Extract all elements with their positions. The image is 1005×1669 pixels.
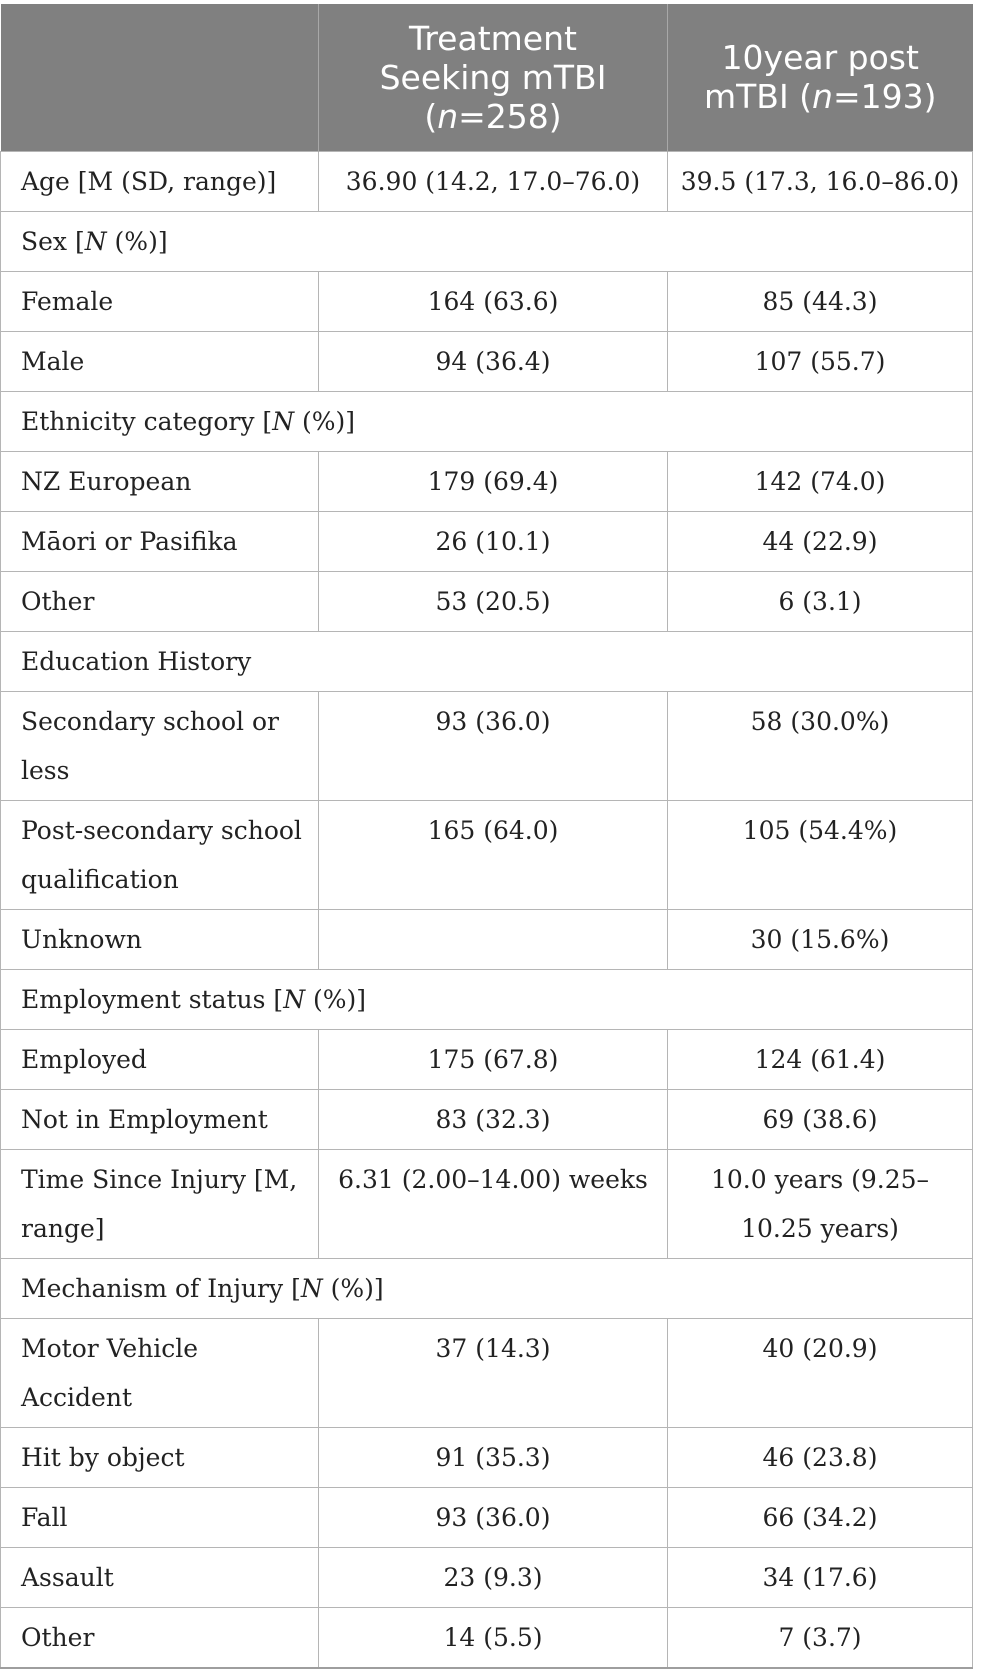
- row-label: Motor Vehicle Accident: [1, 1318, 319, 1427]
- row-label: Employed: [1, 1029, 319, 1089]
- row-value-treatment: 91 (35.3): [319, 1427, 668, 1487]
- row-value-treatment: 93 (36.0): [319, 691, 668, 800]
- table-body: [1, 151, 973, 1668]
- table-row: [1, 1547, 973, 1607]
- table-row: [1, 571, 973, 631]
- row-label: Māori or Pasifika: [1, 511, 319, 571]
- demographics-table: [0, 4, 973, 1669]
- row-value-treatment: 36.90 (14.2, 17.0–76.0): [319, 151, 668, 211]
- row-label: Male: [1, 331, 319, 391]
- table-row: [1, 1089, 973, 1149]
- row-value-ten-year: 124 (61.4): [668, 1029, 973, 1089]
- row-value-ten-year: 10.0 years (9.25– 10.25 years): [668, 1149, 973, 1258]
- row-label: Female: [1, 271, 319, 331]
- row-value-ten-year: 6 (3.1): [668, 571, 973, 631]
- section-label: Sex [N (%)]: [1, 211, 973, 271]
- table-row: [1, 800, 973, 909]
- row-label: Assault: [1, 1547, 319, 1607]
- row-label: Fall: [1, 1487, 319, 1547]
- row-label: Not in Employment: [1, 1089, 319, 1149]
- table-row: [1, 691, 973, 800]
- section-row: [1, 391, 973, 451]
- row-value-treatment: 6.31 (2.00–14.00) weeks: [319, 1149, 668, 1258]
- table-row: [1, 331, 973, 391]
- row-value-ten-year: 85 (44.3): [668, 271, 973, 331]
- table-row: [1, 1607, 973, 1668]
- row-value-ten-year: 107 (55.7): [668, 331, 973, 391]
- table-row: [1, 1487, 973, 1547]
- row-label: Post-secondary school qualification: [1, 800, 319, 909]
- table-row: [1, 909, 973, 969]
- row-value-treatment: 179 (69.4): [319, 451, 668, 511]
- section-row: [1, 631, 973, 691]
- row-value-treatment: 175 (67.8): [319, 1029, 668, 1089]
- row-value-treatment: 83 (32.3): [319, 1089, 668, 1149]
- row-value-ten-year: 142 (74.0): [668, 451, 973, 511]
- row-value-ten-year: 58 (30.0%): [668, 691, 973, 800]
- table-row: [1, 1318, 973, 1427]
- row-label: Unknown: [1, 909, 319, 969]
- row-value-ten-year: 34 (17.6): [668, 1547, 973, 1607]
- row-label: Other: [1, 571, 319, 631]
- row-value-ten-year: 105 (54.4%): [668, 800, 973, 909]
- section-label: Employment status [N (%)]: [1, 969, 973, 1029]
- section-label: Education History: [1, 631, 973, 691]
- row-value-treatment: 164 (63.6): [319, 271, 668, 331]
- row-value-treatment: 94 (36.4): [319, 331, 668, 391]
- section-row: [1, 969, 973, 1029]
- row-value-treatment: 93 (36.0): [319, 1487, 668, 1547]
- table-header: [1, 4, 973, 151]
- row-value-treatment: [319, 909, 668, 969]
- row-value-ten-year: 44 (22.9): [668, 511, 973, 571]
- section-label: Ethnicity category [N (%)]: [1, 391, 973, 451]
- table-row: [1, 511, 973, 571]
- row-value-ten-year: 40 (20.9): [668, 1318, 973, 1427]
- row-value-treatment: 53 (20.5): [319, 571, 668, 631]
- row-value-treatment: 23 (9.3): [319, 1547, 668, 1607]
- row-label: Age [M (SD, range)]: [1, 151, 319, 211]
- row-value-treatment: 14 (5.5): [319, 1607, 668, 1668]
- row-value-ten-year: 30 (15.6%): [668, 909, 973, 969]
- row-value-treatment: 37 (14.3): [319, 1318, 668, 1427]
- row-label: Other: [1, 1607, 319, 1668]
- row-value-ten-year: 46 (23.8): [668, 1427, 973, 1487]
- row-label: NZ European: [1, 451, 319, 511]
- section-row: [1, 211, 973, 271]
- row-value-treatment: 165 (64.0): [319, 800, 668, 909]
- table-row: [1, 271, 973, 331]
- row-label: Time Since Injury [M, range]: [1, 1149, 319, 1258]
- table-row: [1, 151, 973, 211]
- row-value-ten-year: 66 (34.2): [668, 1487, 973, 1547]
- row-value-ten-year: 7 (3.7): [668, 1607, 973, 1668]
- row-label: Secondary school or less: [1, 691, 319, 800]
- table-row: [1, 1427, 973, 1487]
- row-value-ten-year: 39.5 (17.3, 16.0–86.0): [668, 151, 973, 211]
- table-row: [1, 1029, 973, 1089]
- header-treatment-seeking: Treatment Seeking mTBI (n=258): [319, 4, 668, 151]
- section-label: Mechanism of Injury [N (%)]: [1, 1258, 973, 1318]
- table-row: [1, 1149, 973, 1258]
- row-label: Hit by object: [1, 1427, 319, 1487]
- header-blank-cell: [1, 4, 319, 151]
- row-value-treatment: 26 (10.1): [319, 511, 668, 571]
- header-ten-year-post: 10year post mTBI (n=193): [668, 4, 973, 151]
- header-row: [1, 4, 973, 151]
- section-row: [1, 1258, 973, 1318]
- table-row: [1, 451, 973, 511]
- row-value-ten-year: 69 (38.6): [668, 1089, 973, 1149]
